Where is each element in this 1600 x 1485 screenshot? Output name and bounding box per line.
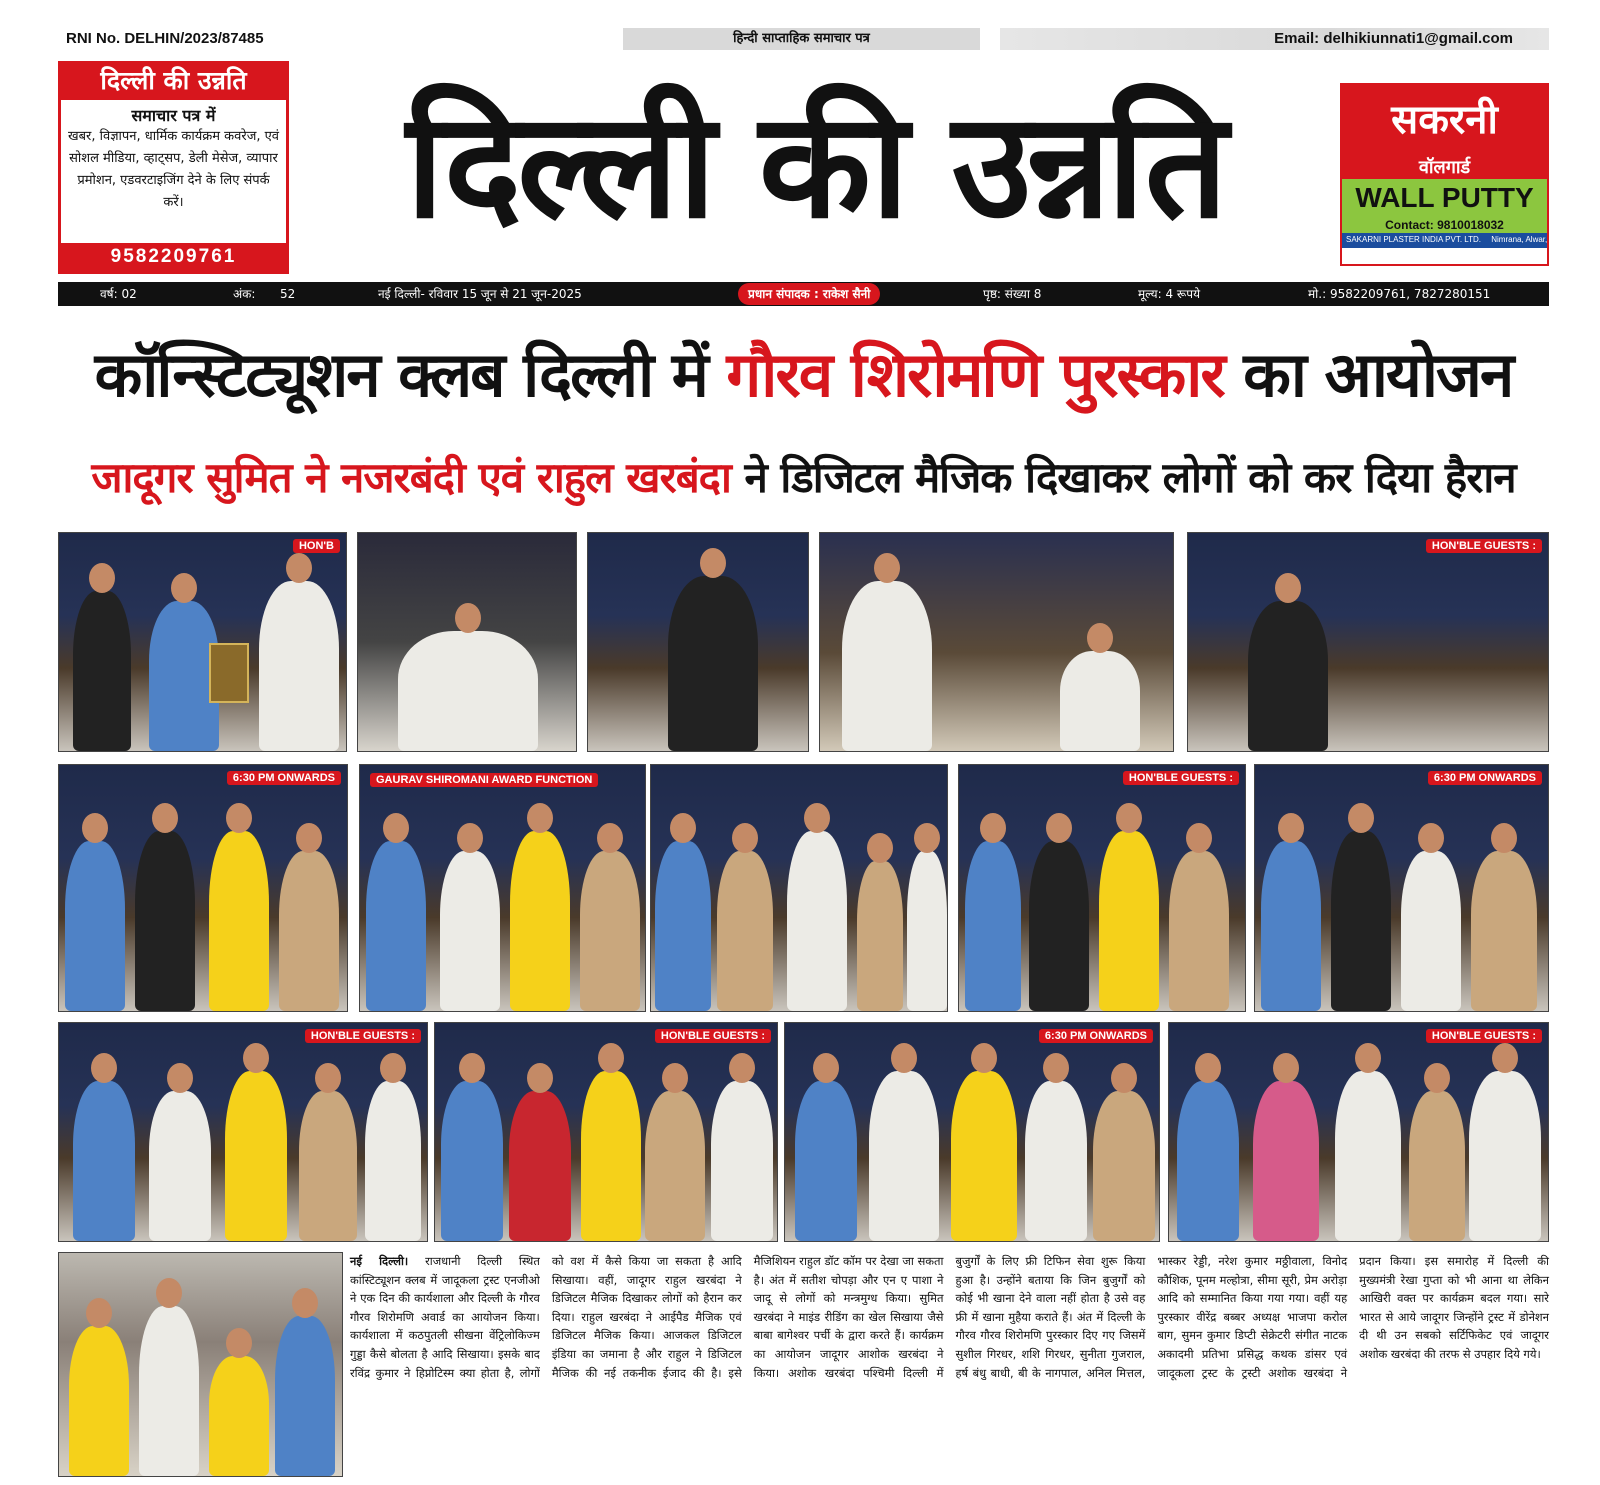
- right-advertisement: [1340, 83, 1586, 266]
- person-figure: [787, 831, 847, 1011]
- person-figure: [1177, 1081, 1239, 1241]
- sub-headline: [58, 443, 1549, 513]
- person-figure: [668, 576, 758, 751]
- event-photo: [58, 532, 347, 752]
- ad-contact: Contact: 9810018032: [1342, 217, 1547, 233]
- person-figure: [1029, 841, 1089, 1011]
- person-figure: [842, 581, 932, 751]
- person-figure: [717, 851, 773, 1011]
- person-figure: [581, 1071, 641, 1241]
- ad-title: दिल्ली की उन्नति: [61, 64, 286, 100]
- person-figure: [1335, 1071, 1401, 1241]
- person-figure: [259, 581, 339, 751]
- person-figure: [365, 1081, 421, 1241]
- person-figure: [1248, 601, 1328, 751]
- event-photo: [784, 1022, 1160, 1242]
- page-count: पृष्ठ: संख्या 8: [983, 287, 1042, 301]
- person-figure: [69, 1326, 129, 1476]
- ad-company: [1342, 233, 1586, 248]
- event-photo: [819, 532, 1174, 752]
- ad-subtitle: समाचार पत्र में: [131, 106, 216, 125]
- person-figure: [366, 841, 426, 1011]
- event-photo: [357, 532, 577, 752]
- price: मूल्य: 4 रूपये: [1138, 287, 1201, 301]
- event-photo: [1254, 764, 1549, 1012]
- event-photo: [58, 764, 348, 1012]
- person-figure: [655, 841, 711, 1011]
- event-photo: [359, 764, 646, 1012]
- person-figure: [1099, 831, 1159, 1011]
- person-figure: [1025, 1081, 1087, 1241]
- issue-info-strip: [58, 282, 1549, 306]
- headline2-highlight: जादूगर सुमित ने नजरबंदी एवं राहुल खरबंदा: [91, 453, 731, 502]
- person-figure: [135, 831, 195, 1011]
- person-figure: [275, 1316, 335, 1476]
- left-advertisement: [58, 61, 289, 274]
- event-photo: [650, 764, 948, 1012]
- contact-email: Email: delhikiunnati1@gmail.com: [1000, 28, 1549, 50]
- photo-banner: 6:30 PM ONWARDS: [227, 771, 341, 785]
- ad-brand-sub: वॉलगार्ड: [1342, 157, 1547, 179]
- person-figure: [441, 1081, 503, 1241]
- person-figure: [279, 851, 339, 1011]
- photo-banner: 6:30 PM ONWARDS: [1428, 771, 1542, 785]
- ad-company-name: SAKARNI PLASTER INDIA PVT. LTD.: [1346, 235, 1481, 244]
- person-figure: [225, 1071, 287, 1241]
- chief-editor-badge: प्रधान संपादक : राकेश सैनी: [738, 283, 880, 305]
- photo-banner: HON'BLE GUESTS :: [1426, 1029, 1542, 1043]
- person-figure: [1409, 1091, 1465, 1241]
- person-figure: [73, 1081, 135, 1241]
- contact-phone: मो.: 9582209761, 7827280151: [1308, 287, 1491, 301]
- ad-company-location: Nimrana, Alwar, Rajasthan: [1491, 235, 1586, 244]
- event-photo: [587, 532, 809, 752]
- person-figure: [209, 1356, 269, 1476]
- ad-product: WALL PUTTY: [1342, 179, 1547, 217]
- year-label: वर्ष: 02: [100, 287, 137, 301]
- rni-number: RNI No. DELHIN/2023/87485: [66, 30, 264, 47]
- person-figure: [1469, 1071, 1541, 1241]
- photo-banner: GAURAV SHIROMANI AWARD FUNCTION: [370, 773, 598, 787]
- headline1-part3: का आयोजन: [1223, 338, 1513, 411]
- event-photo: [58, 1252, 343, 1477]
- person-figure: [869, 1071, 939, 1241]
- person-figure: [1331, 831, 1391, 1011]
- article-text: राजधानी दिल्ली स्थित कांस्टिट्यूशन क्लब में जादूकला ट्रस्ट एनजीओ ने एक दिन की कार्यशाला और दिल्ली के गौरव गौरव शिरोमणि अवार्ड का आयोजन किया। कार्यशाला में कठपुतली सीखना वेंट्रिलोकिज्म गुड्डा कैसे बोलता है आदि सिखाया। इसके बाद रविंद्र कुमार ने हिप्नोटिस्म क्या होता है, लोगों को वश में कैसे किया जा सकता है आदि सिखाया। वहीं, जादूगर राहुल खरबंदा ने डिजिटल मैजिक दिखाकर लोगों को हैरान कर दिया। राहुल खरबंदा ने आईपैड मैजिक एवं डिजिटल मैजिक किया। आजकल डिजिटल इंडिया का जमाना है और राहुल ने डिजिटल मैजिक की नई तकनीक ईजाद की है। इसे मैजिशियन राहुल डॉट कॉम पर देखा जा सकता है। अंत में सतीश चोपड़ा और एन ए पाशा ने जादू से लोगों को मन्त्रमुग्ध किया। सुमित खरबंदा ने माइंड रीडिंग का खेल सिखाया जैसे बाबा बागेश्वर पर्ची के द्वारा करते हैं। कार्यक्रम का आयोजन जादूगर आशोक खरबंदा ने किया। अशोक खरबंदा पश्चिमी दिल्ली में बुजुर्गों के लिए फ्री टिफिन सेवा शुरू किया हुआ है। उन्होंने बताया कि जिन बुजुर्गों को कोई भी खाना देने वाला नहीं होता है उसे वह फ्री में खाना मुहैया कराते हैं। अंत में दिल्ली के गौरव गौरव शिरोमणि पुरस्कार दिए गए जिसमें सुशील गिरधर, शशि गिरधर, सुनीता गुजराल, हर्ष बंधु बाधी, बी के नागपाल, अनिल मित्तल, भास्कर रेड्डी, नरेश कुमार मठ्ठीवाला, विनोद कौशिक, पूनम मल्होत्रा, सीमा सूरी, प्रेम अरोड़ा आदि को सम्मानित किया गया गया। वहीं यह पुरस्कार वीरेंद्र बब्बर अध्यक्ष भाजपा करोल बाग, सुमन कुमार डिप्टी सेक्रेटरी संगीत नाटक अकादमी प्रतिभा प्रसिद्ध कथक डांसर एवं जादूकला ट्रस्ट के ट्रस्टी अशोक खरबंदा ने प्रदान किया। इस समारोह में दिल्ली की मुख्यमंत्री रेखा गुप्ता को भी आना था लेकिन आखिरी वक्त पर कार्यक्रम बदल गया। सारे भारत से आये जादूगर जिन्होंने ट्रस्ट में डोनेशन दी थी उन सबको सर्टिफिकेट एवं जादूगर अशोक खरबंदा की तरफ से उपहार दिये गये।: [350, 1254, 1549, 1380]
- person-figure: [795, 1081, 857, 1241]
- person-figure: [398, 631, 538, 751]
- person-figure: [73, 591, 131, 751]
- person-figure: [440, 851, 500, 1011]
- newspaper-tagline: हिन्दी साप्ताहिक समाचार पत्र: [623, 28, 980, 50]
- person-figure: [65, 841, 125, 1011]
- photo-banner: HON'BLE GUESTS :: [1426, 539, 1542, 553]
- person-figure: [209, 831, 269, 1011]
- person-figure: [711, 1081, 773, 1241]
- event-photo: [1187, 532, 1549, 752]
- award-plaque: [209, 643, 249, 703]
- person-figure: [1471, 851, 1537, 1011]
- person-figure: [1261, 841, 1321, 1011]
- photo-banner: HON'BLE GUESTS :: [305, 1029, 421, 1043]
- event-photo: [958, 764, 1246, 1012]
- photo-banner: HON'B: [293, 539, 340, 553]
- event-photo: [58, 1022, 428, 1242]
- headline2-part2: ने डिजिटल मैजिक दिखाकर लोगों को कर दिया हैरान: [730, 453, 1516, 502]
- ad-body: खबर, विज्ञापन, धार्मिक कार्यक्रम कवरेज, एवं सोशल मीडिया, व्हाट्सप, डेली मेसेज, व्यापार प्रमोशन, एडवरटाइजिंग देने के लिए संपर्क करें।: [67, 129, 280, 210]
- person-figure: [509, 1091, 571, 1241]
- person-figure: [645, 1091, 705, 1241]
- person-figure: [857, 861, 903, 1011]
- event-photo: [1168, 1022, 1549, 1242]
- person-figure: [580, 851, 640, 1011]
- photo-banner: 6:30 PM ONWARDS: [1039, 1029, 1153, 1043]
- person-figure: [951, 1071, 1017, 1241]
- person-figure: [299, 1091, 357, 1241]
- person-figure: [510, 831, 570, 1011]
- main-headline: [58, 320, 1549, 430]
- newspaper-masthead: दिल्ली की उन्नति: [406, 81, 1224, 251]
- ad-brand: सकरनी: [1342, 85, 1547, 157]
- person-figure: [1169, 851, 1229, 1011]
- person-figure: [1253, 1081, 1319, 1241]
- photo-banner: HON'BLE GUESTS :: [1123, 771, 1239, 785]
- person-figure: [1060, 651, 1140, 751]
- person-figure: [1093, 1091, 1155, 1241]
- issue-number: 52: [280, 287, 296, 301]
- photo-banner: HON'BLE GUESTS :: [655, 1029, 771, 1043]
- headline1-highlight: गौरव शिरोमणि पुरस्कार: [726, 338, 1224, 411]
- person-figure: [149, 1091, 211, 1241]
- person-figure: [1401, 851, 1461, 1011]
- issue-date: नई दिल्ली- रविवार 15 जून से 21 जून-2025: [378, 287, 582, 301]
- headline1-part1: कॉन्स्टिट्यूशन क्लब दिल्ली में: [94, 338, 727, 411]
- article-dateline: नई दिल्ली।: [350, 1254, 409, 1268]
- person-figure: [907, 851, 947, 1011]
- article-body: [350, 1252, 1549, 1476]
- event-photo: [434, 1022, 778, 1242]
- issue-label: अंक:: [233, 287, 256, 301]
- person-figure: [965, 841, 1021, 1011]
- ad-phone: 9582209761: [61, 243, 286, 271]
- person-figure: [139, 1306, 199, 1476]
